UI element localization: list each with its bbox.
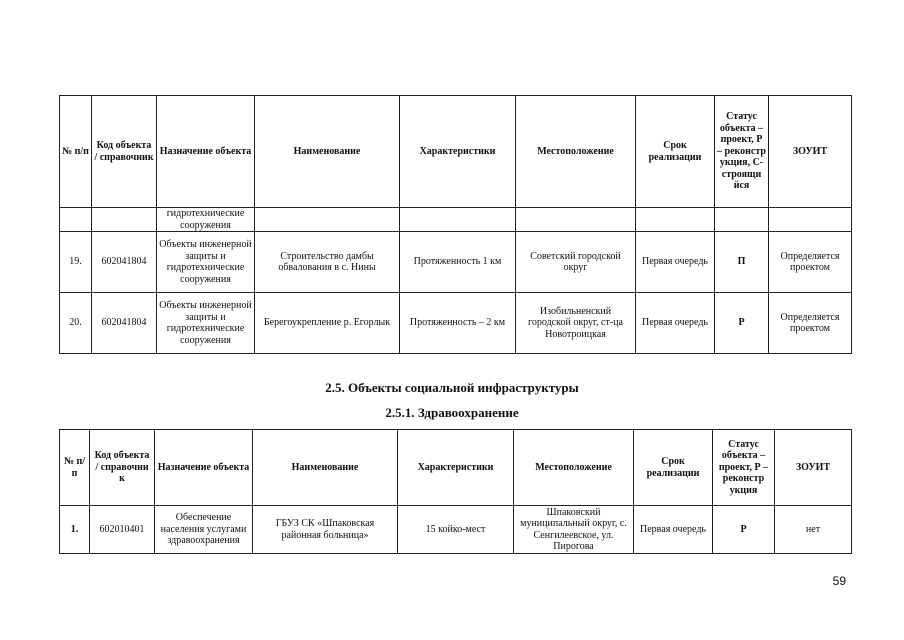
header-characteristics: Характеристики (400, 96, 516, 208)
table-header-row (60, 430, 852, 506)
header-purpose: Назначение объекта (155, 430, 253, 506)
cell-name: Строительство дамбы обвалования в с. Нины (255, 232, 400, 293)
cell-purpose: Объекты инженерной защиты и гидротехнические сооружения (157, 232, 255, 293)
cell-num: 20. (60, 293, 92, 354)
cell-characteristics (400, 208, 516, 232)
healthcare-table (59, 429, 852, 554)
header-status: Статус объекта – проект, Р – реконстр укция, С- строящи йся (715, 96, 769, 208)
header-characteristics: Характеристики (398, 430, 514, 506)
cell-location: Изобильненский городской округ, ст-ца Новотроицкая (516, 293, 636, 354)
cell-code: 602041804 (92, 293, 157, 354)
cell-location: Шпаковский муниципальный округ, с. Сенгилеевское, ул. Пирогова (514, 506, 634, 554)
table-header-row (60, 96, 852, 208)
cell-purpose: Обеспечение населения услугами здравоохранения (155, 506, 253, 554)
header-term: Срок реализации (636, 96, 715, 208)
cell-code (92, 208, 157, 232)
cell-zouit: нет (775, 506, 852, 554)
cell-status: Р (715, 293, 769, 354)
header-zouit: ЗОУИТ (769, 96, 852, 208)
cell-zouit (769, 208, 852, 232)
cell-num: 1. (60, 506, 90, 554)
cell-status: П (715, 232, 769, 293)
header-term: Срок реализации (634, 430, 713, 506)
cell-status: Р (713, 506, 775, 554)
cell-code: 602010401 (90, 506, 155, 554)
page-number: 59 (832, 574, 846, 588)
cell-term: Первая очередь (636, 232, 715, 293)
header-name: Наименование (255, 96, 400, 208)
header-name: Наименование (253, 430, 398, 506)
header-location: Местоположение (514, 430, 634, 506)
header-code: Код объекта / справочник (92, 96, 157, 208)
cell-zouit: Определяется проектом (769, 232, 852, 293)
header-num: № п/п (60, 430, 90, 506)
cell-num (60, 208, 92, 232)
table-row-continuation (60, 208, 852, 232)
header-purpose: Назначение объекта (157, 96, 255, 208)
cell-term (636, 208, 715, 232)
section-title: 2.5. Объекты социальной инфраструктуры (325, 380, 579, 395)
cell-name: Берегоукрепление р. Егорлык (255, 293, 400, 354)
cell-purpose: гидротехнические сооружения (157, 208, 255, 232)
cell-zouit: Определяется проектом (769, 293, 852, 354)
infrastructure-table (59, 95, 852, 354)
section-subtitle: 2.5.1. Здравоохранение (385, 405, 519, 420)
header-num: № п/п (60, 96, 92, 208)
cell-num: 19. (60, 232, 92, 293)
cell-location: Советский городской округ (516, 232, 636, 293)
header-location: Местоположение (516, 96, 636, 208)
cell-term: Первая очередь (636, 293, 715, 354)
cell-code: 602041804 (92, 232, 157, 293)
table-row (60, 506, 852, 554)
cell-purpose: Объекты инженерной защиты и гидротехнические сооружения (157, 293, 255, 354)
cell-name (255, 208, 400, 232)
table-row (60, 232, 852, 293)
cell-location (516, 208, 636, 232)
header-status: Статус объекта – проект, Р – реконстр укция (713, 430, 775, 506)
cell-characteristics: Протяженность 1 км (400, 232, 516, 293)
cell-characteristics: Протяженность – 2 км (400, 293, 516, 354)
cell-characteristics: 15 койко-мест (398, 506, 514, 554)
table-row (60, 293, 852, 354)
cell-name: ГБУЗ СК «Шпаковская районная больница» (253, 506, 398, 554)
header-zouit: ЗОУИТ (775, 430, 852, 506)
cell-term: Первая очередь (634, 506, 713, 554)
cell-status (715, 208, 769, 232)
header-code: Код объекта / справочни к (90, 430, 155, 506)
